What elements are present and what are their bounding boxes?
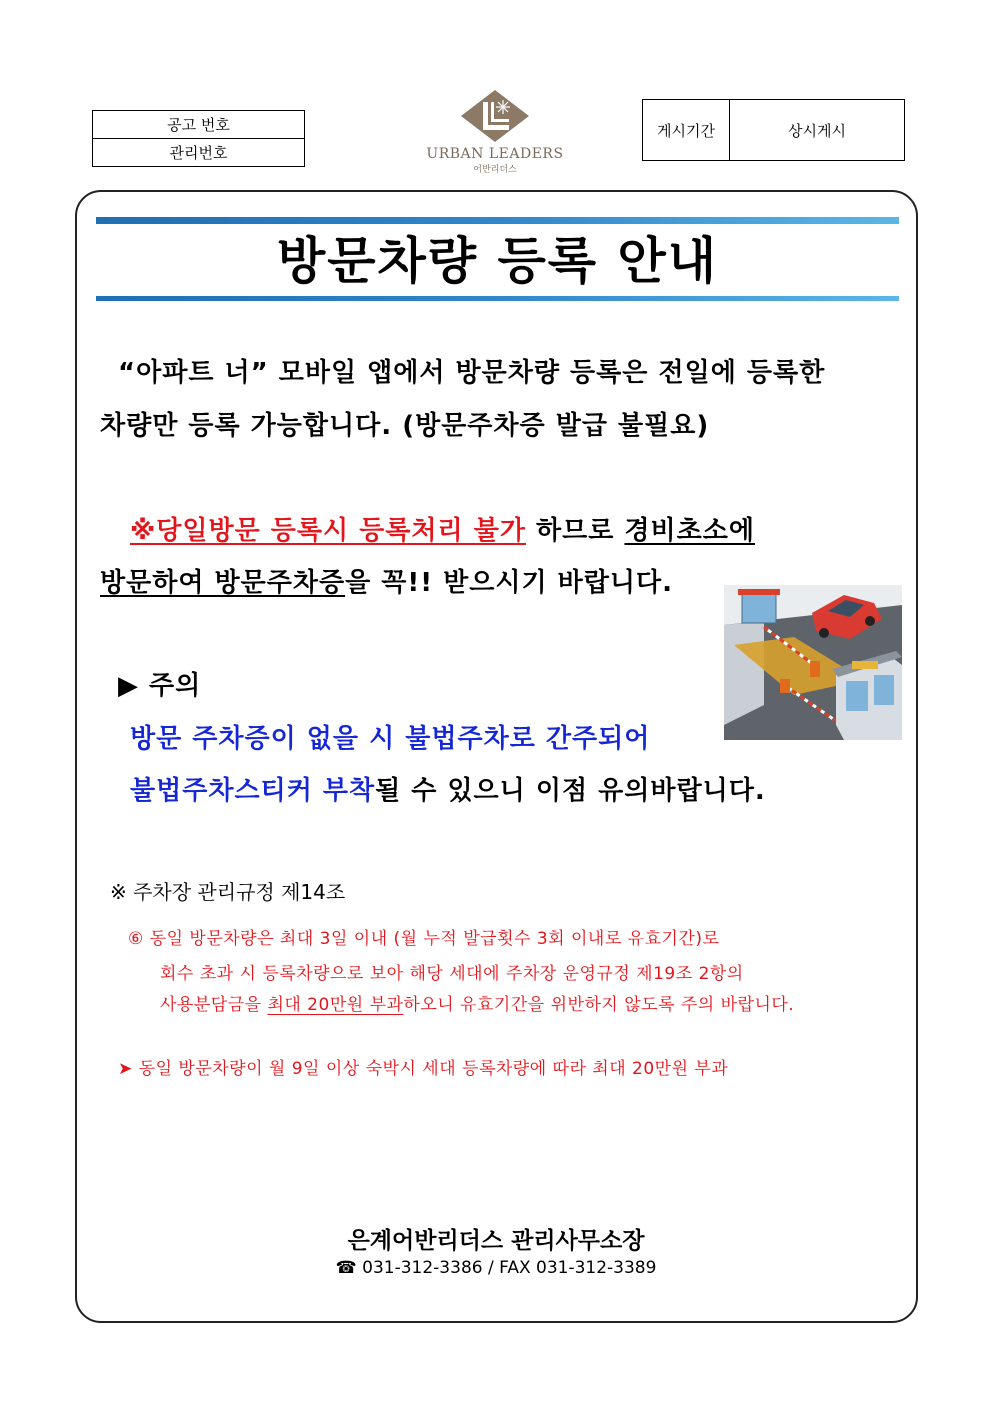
posting-period-table bbox=[642, 99, 905, 161]
warning-rest-text: 을 꼭!! 받으시기 바랍니다. bbox=[345, 568, 674, 598]
logo-mark-icon bbox=[457, 88, 533, 144]
title-top-bar bbox=[96, 217, 899, 224]
title-bottom-bar bbox=[96, 296, 899, 301]
page-title: 방문차량 등록 안내 bbox=[276, 232, 719, 290]
parking-gate-illustration bbox=[724, 585, 902, 740]
warning-mid-text: 하므로 bbox=[525, 516, 625, 546]
rule-line-3 bbox=[160, 990, 794, 1015]
rule-line-2: 회수 초과 시 등록차량으로 보아 해당 세대에 주차장 운영규정 제19조 2항의 bbox=[160, 964, 744, 984]
caution-heading: ▶ 주의 bbox=[118, 671, 202, 701]
caution-line-2 bbox=[130, 770, 766, 807]
logo-text-en: URBAN LEADERS bbox=[426, 146, 564, 162]
warning-line-1 bbox=[130, 510, 755, 547]
office-contact: ☎ 031-312-3386 / FAX 031-312-3389 bbox=[335, 1258, 657, 1278]
intro-line-1: “아파트 너” 모바일 앱에서 방문차량 등록은 전일에 등록한 bbox=[118, 358, 826, 388]
caution-sticker-text: 불법주차스티커 부착 bbox=[130, 776, 376, 806]
notice-number-label: 공고 번호 bbox=[93, 111, 305, 139]
warning-guard-post-text: 경비초소에 bbox=[624, 516, 755, 546]
rule-heading: ※ 주차장 관리규정 제14조 bbox=[110, 880, 346, 904]
logo-text-ko: 어반리더스 bbox=[473, 165, 517, 175]
rule-line-1: ⑥ 동일 방문차량은 최대 3일 이내 (월 누적 발급횟수 3회 이내로 유효기간)로 bbox=[128, 929, 720, 949]
rule-fine-text: 최대 20만원 부과 bbox=[267, 995, 404, 1015]
urban-leaders-logo bbox=[425, 88, 565, 175]
warning-line-2 bbox=[100, 562, 673, 599]
rule-extra-line: ➤ 동일 방문차량이 월 9일 이상 숙박시 세대 등록차량에 따라 최대 20만원 부과 bbox=[118, 1059, 729, 1079]
caution-line-1: 방문 주차증이 없을 시 불법주차로 간주되어 bbox=[130, 724, 651, 754]
period-label: 게시기간 bbox=[643, 100, 730, 161]
caution-rest-text: 될 수 있으니 이점 유의바랍니다. bbox=[375, 776, 766, 806]
warning-red-text: ※당일방문 등록시 등록처리 불가 bbox=[130, 516, 526, 546]
rule-line-3-post: 하오니 유효기간을 위반하지 않도록 주의 바랍니다. bbox=[403, 995, 795, 1015]
warning-visit-text: 방문하여 방문주차증 bbox=[100, 568, 346, 598]
rule-line-3-pre: 사용분담금을 bbox=[160, 995, 268, 1015]
management-number-label: 관리번호 bbox=[93, 139, 305, 167]
notice-info-table bbox=[92, 110, 305, 167]
period-value: 상시게시 bbox=[730, 100, 905, 161]
office-signature: 은계어반리더스 관리사무소장 bbox=[347, 1228, 645, 1254]
intro-line-2: 차량만 등록 가능합니다. (방문주차증 발급 불필요) bbox=[100, 411, 710, 441]
